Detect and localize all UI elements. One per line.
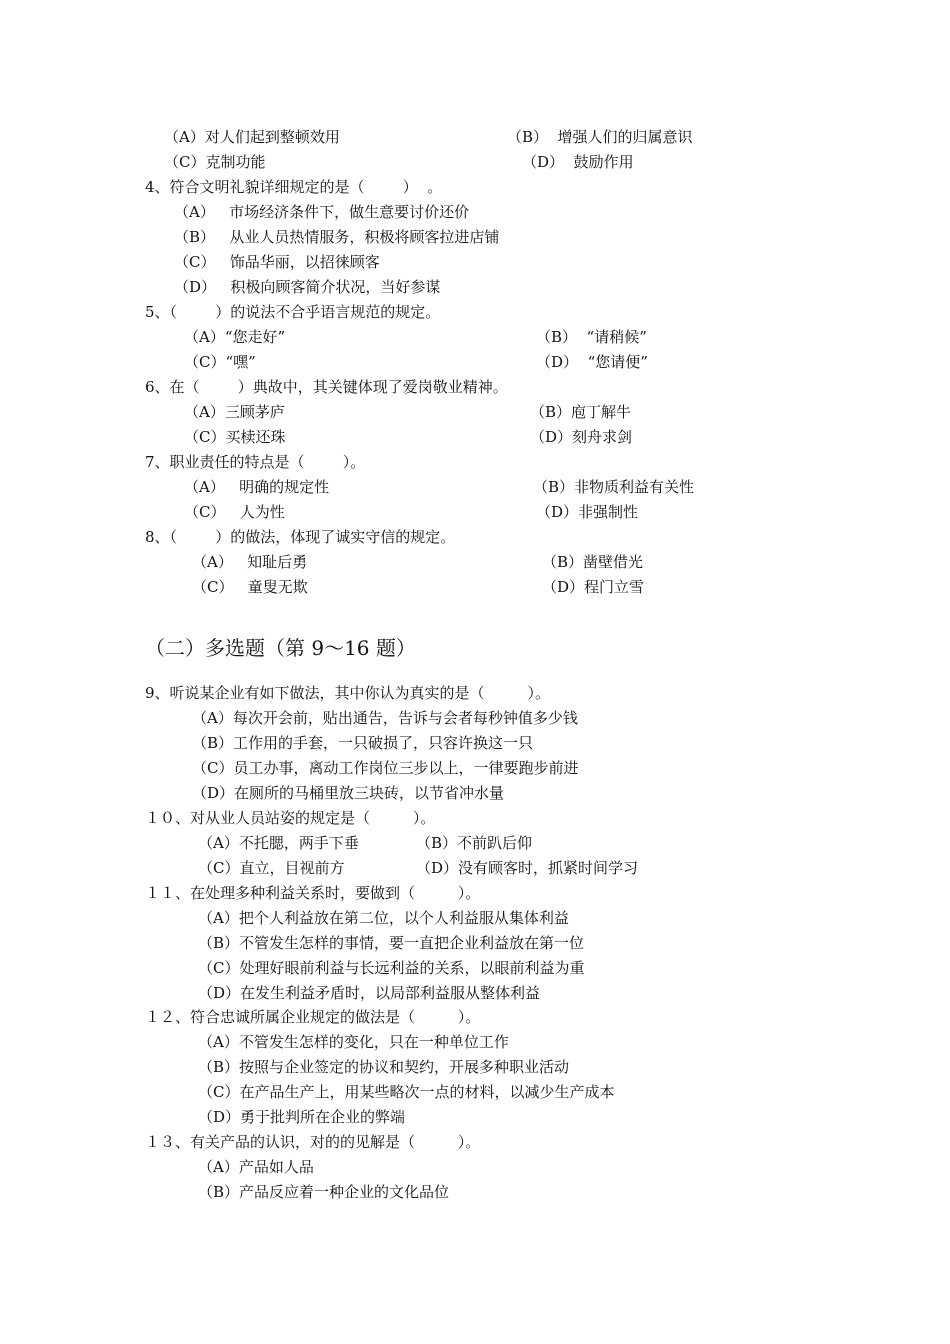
q5-stem: 5、（ ）的说法不合乎语言规范的规定。 [145, 303, 441, 321]
q7-option-a: （A） 明确的规定性 [184, 478, 330, 496]
q6-option-c: （C）买椟还珠 [184, 428, 286, 446]
q10-option-c: （C）直立，目视前方 [198, 859, 345, 877]
q4-option-b: （B） 从业人员热情服务，积极将顾客拉进店铺 [174, 228, 500, 246]
q12-option-d: （D）勇于批判所在企业的弊端 [198, 1108, 406, 1126]
q5-option-d: （D） “您请便” [536, 353, 648, 371]
q8-option-d: （D）程门立雪 [542, 578, 645, 596]
q11-option-c: （C）处理好眼前利益与长远利益的关系，以眼前利益为重 [198, 959, 585, 977]
q9-stem: 9、听说某企业有如下做法，其中你认为真实的是（ ）。 [145, 684, 550, 702]
q11-option-b: （B）不管发生怎样的事情，要一直把企业利益放在第一位 [198, 934, 585, 952]
q4-option-d: （D） 积极向顾客简介状况，当好参谋 [174, 278, 441, 296]
q5-option-b: （B） “请稍候” [536, 328, 647, 346]
q9-option-d: （D）在厕所的马桶里放三块砖，以节省冲水量 [192, 784, 505, 802]
q11-option-d: （D）在发生利益矛盾时，以局部利益服从整体利益 [198, 984, 541, 1002]
q8-option-a: （A） 知耻后勇 [192, 553, 308, 571]
q9-option-c: （C）员工办事，离动工作岗位三步以上，一律要跑步前进 [192, 759, 579, 777]
q6-stem: 6、在（ ）典故中，其关键体现了爱岗敬业精神。 [145, 378, 508, 396]
q13-option-a: （A）产品如人品 [198, 1158, 314, 1176]
q4-stem: 4、符合文明礼貌详细规定的是（ ） 。 [145, 178, 443, 196]
q6-option-b: （B）庖丁解牛 [530, 403, 632, 421]
q3-option-c: （C）克制功能 [164, 153, 266, 171]
q10-stem: １０、对从业人员站姿的规定是（ ）。 [145, 809, 436, 827]
q10-option-a: （A）不托腮，两手下垂 [198, 834, 359, 852]
q4-option-c: （C） 饰品华丽，以招徕顾客 [174, 253, 380, 271]
q13-option-b: （B）产品反应着一种企业的文化品位 [198, 1183, 450, 1201]
q12-stem: １２、符合忠诚所属企业规定的做法是（ ）。 [145, 1008, 481, 1026]
q10-option-b: （B）不前趴后仰 [416, 834, 533, 852]
q3-option-a: （A）对人们起到整顿效用 [164, 128, 340, 146]
q7-option-b: （B）非物质利益有关性 [533, 478, 695, 496]
q9-option-a: （A）每次开会前，贴出通告，告诉与会者每秒钟值多少钱 [192, 709, 578, 727]
q11-stem: １１、在处理多种利益关系时，要做到（ ）。 [145, 884, 481, 902]
q8-stem: 8、（ ）的做法，体现了诚实守信的规定。 [145, 528, 456, 546]
q7-option-d: （D）非强制性 [536, 503, 639, 521]
q12-option-a: （A）不管发生怎样的变化，只在一种单位工作 [198, 1033, 509, 1051]
q9-option-b: （B）工作用的手套，一只破损了，只容许换这一只 [192, 734, 534, 752]
q13-stem: １３、有关产品的认识，对的的见解是（ ）。 [145, 1133, 481, 1151]
q10-option-d: （D）没有顾客时，抓紧时间学习 [416, 859, 639, 877]
q11-option-a: （A）把个人利益放在第二位，以个人利益服从集体利益 [198, 909, 569, 927]
q7-stem: 7、职业责任的特点是（ ）。 [145, 453, 366, 471]
q6-option-d: （D）刻舟求剑 [530, 428, 633, 446]
q12-option-c: （C）在产品生产上，用某些略次一点的材料，以减少生产成本 [198, 1083, 615, 1101]
q6-option-a: （A）三顾茅庐 [184, 403, 285, 421]
q3-option-d: （D） 鼓励作用 [522, 153, 634, 171]
q8-option-c: （C） 童叟无欺 [192, 578, 308, 596]
q8-option-b: （B）凿壁借光 [542, 553, 644, 571]
section-heading-multiple-choice: （二）多选题（第 9～16 题） [145, 636, 416, 660]
q12-option-b: （B）按照与企业签定的协议和契约，开展多种职业活动 [198, 1058, 570, 1076]
q7-option-c: （C） 人为性 [184, 503, 285, 521]
q4-option-a: （A） 市场经济条件下，做生意要讨价还价 [174, 203, 470, 221]
q3-option-b: （B） 增强人们的归属意识 [507, 128, 693, 146]
q5-option-a: （A）“您走好” [184, 328, 286, 346]
q5-option-c: （C）“嘿” [184, 353, 256, 371]
